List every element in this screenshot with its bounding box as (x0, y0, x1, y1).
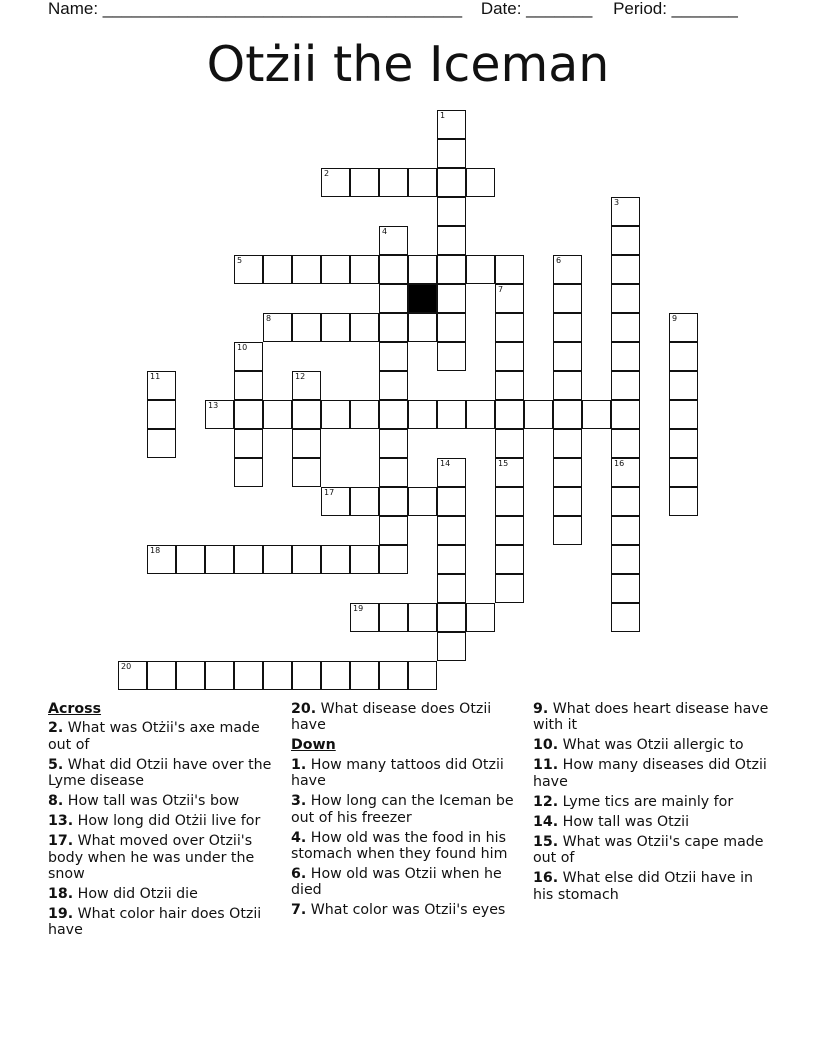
grid-cell[interactable] (379, 371, 408, 400)
grid-cell[interactable] (234, 400, 263, 429)
grid-cell[interactable] (611, 487, 640, 516)
grid-cell[interactable] (350, 545, 379, 574)
grid-cell[interactable] (466, 255, 495, 284)
grid-cell[interactable] (437, 168, 466, 197)
grid-cell[interactable] (553, 516, 582, 545)
grid-cell[interactable] (437, 284, 466, 313)
across-clue: 5. What did Otzii have over the Lyme disease (48, 756, 272, 790)
down-clue: 7. What color was Otzii's eyes (291, 902, 506, 919)
clue-number: 15 (498, 459, 509, 468)
grid-cell[interactable] (292, 371, 321, 400)
grid-cell[interactable] (437, 197, 466, 226)
grid-cell[interactable] (292, 661, 321, 690)
grid-cell[interactable] (379, 429, 408, 458)
clue-number: 17 (324, 488, 335, 497)
grid-cell[interactable] (176, 545, 205, 574)
across-clue: 18. How did Otzii die (48, 886, 198, 903)
grid-cell[interactable] (379, 487, 408, 516)
grid-cell[interactable] (321, 545, 350, 574)
clue-number: 3 (614, 198, 620, 207)
grid-cell[interactable] (611, 400, 640, 429)
grid-cell[interactable] (495, 371, 524, 400)
grid-cell[interactable] (379, 603, 408, 632)
grid-cell[interactable] (495, 284, 524, 313)
grid-cell[interactable] (408, 313, 437, 342)
grid-cell[interactable] (379, 168, 408, 197)
grid-cell[interactable] (147, 400, 176, 429)
across-clue: 19. What color hair does Otzii have (48, 906, 262, 939)
grid-cell[interactable] (147, 429, 176, 458)
grid-cell[interactable] (437, 545, 466, 574)
grid-cell[interactable] (437, 226, 466, 255)
grid-cell[interactable] (466, 400, 495, 429)
grid-cell[interactable] (437, 110, 466, 139)
grid-cell[interactable] (147, 661, 176, 690)
grid-cell[interactable] (350, 661, 379, 690)
clue-number: 20 (121, 662, 132, 671)
grid-cell[interactable] (553, 313, 582, 342)
clue-number: 16 (614, 459, 625, 468)
grid-cell[interactable] (669, 487, 698, 516)
grid-cell[interactable] (408, 400, 437, 429)
grid-cell[interactable] (669, 342, 698, 371)
down-clue: 3. How long can the Iceman be out of his freezer (291, 793, 514, 826)
clue-number: 6 (556, 256, 562, 265)
grid-cell[interactable] (379, 400, 408, 429)
grid-cell[interactable] (669, 458, 698, 487)
grid-cell[interactable] (147, 371, 176, 400)
grid-cell[interactable] (611, 284, 640, 313)
grid-cell[interactable] (437, 255, 466, 284)
grid-cell[interactable] (611, 255, 640, 284)
grid-cell[interactable] (321, 168, 350, 197)
grid-cell[interactable] (292, 400, 321, 429)
across-column (48, 701, 280, 942)
grid-cell[interactable] (524, 400, 553, 429)
clue-number: 2 (324, 169, 330, 178)
grid-cell[interactable] (205, 400, 234, 429)
grid-cell[interactable] (437, 516, 466, 545)
grid-cell[interactable] (669, 371, 698, 400)
grid-cell[interactable] (292, 255, 321, 284)
page-title: Otżii the Iceman (206, 36, 610, 93)
grid-cell[interactable] (611, 313, 640, 342)
clue-number: 4 (382, 227, 388, 236)
grid-cell[interactable] (234, 458, 263, 487)
grid-cell[interactable] (495, 458, 524, 487)
down-clue: 14. How tall was Otzii (533, 813, 690, 830)
grid-cell[interactable] (292, 458, 321, 487)
grid-cell[interactable] (321, 487, 350, 516)
grid-cell[interactable] (437, 400, 466, 429)
grid-cell[interactable] (611, 603, 640, 632)
grid-cell[interactable] (495, 487, 524, 516)
grid-cell[interactable] (611, 458, 640, 487)
grid-cell[interactable] (437, 342, 466, 371)
grid-cell[interactable] (263, 661, 292, 690)
down-clue: 11. How many diseases did Otzii have (533, 757, 767, 790)
grid-cell[interactable] (437, 574, 466, 603)
grid-cell[interactable] (205, 545, 234, 574)
grid-cell[interactable] (408, 168, 437, 197)
down-clue: 10. What was Otzii allergic to (533, 737, 744, 754)
grid-cell[interactable] (176, 661, 205, 690)
grid-cell[interactable] (292, 313, 321, 342)
grid-cell[interactable] (263, 255, 292, 284)
grid-cell[interactable] (611, 545, 640, 574)
grid-cell[interactable] (553, 429, 582, 458)
down-clue: 12. Lyme tics are mainly for (533, 793, 734, 810)
black-square (408, 284, 437, 313)
grid-cell[interactable] (379, 226, 408, 255)
across-heading: Across (48, 701, 102, 717)
down-column (533, 701, 769, 907)
clue-number: 12 (295, 372, 306, 381)
grid-cell[interactable] (263, 313, 292, 342)
grid-cell[interactable] (379, 545, 408, 574)
period-field-label[interactable]: Period: _______ (613, 0, 738, 18)
grid-cell[interactable] (669, 400, 698, 429)
grid-cell[interactable] (408, 487, 437, 516)
grid-cell[interactable] (437, 487, 466, 516)
grid-cell[interactable] (611, 371, 640, 400)
grid-cell[interactable] (611, 574, 640, 603)
grid-cell[interactable] (379, 458, 408, 487)
grid-cell[interactable] (466, 603, 495, 632)
grid-cell[interactable] (611, 342, 640, 371)
grid-cell[interactable] (205, 661, 234, 690)
grid-cell[interactable] (321, 255, 350, 284)
name-field-label[interactable]: Name: ______________________________________ (48, 0, 463, 18)
clue-number: 11 (150, 372, 161, 381)
grid-cell[interactable] (292, 545, 321, 574)
grid-cell[interactable] (495, 516, 524, 545)
clue-number: 8 (266, 314, 272, 323)
grid-cell[interactable] (611, 429, 640, 458)
grid-cell[interactable] (437, 632, 466, 661)
grid-cell[interactable] (147, 545, 176, 574)
grid-cell[interactable] (553, 458, 582, 487)
grid-cell[interactable] (379, 661, 408, 690)
grid-cell[interactable] (263, 545, 292, 574)
clue-number: 1 (440, 111, 446, 120)
grid-cell[interactable] (466, 168, 495, 197)
grid-cell[interactable] (379, 516, 408, 545)
down-clue: 4. How old was the food in his stomach when they found him (291, 829, 508, 863)
grid-cell[interactable] (611, 226, 640, 255)
grid-cell[interactable] (437, 603, 466, 632)
grid-cell[interactable] (234, 371, 263, 400)
grid-cell[interactable] (321, 313, 350, 342)
grid-cell[interactable] (437, 139, 466, 168)
grid-cell[interactable] (350, 255, 379, 284)
grid-cell[interactable] (408, 255, 437, 284)
grid-cell[interactable] (408, 661, 437, 690)
grid-cell[interactable] (495, 429, 524, 458)
grid-cell[interactable] (437, 313, 466, 342)
across-clue: 13. How long did Otżii live for (48, 813, 261, 830)
grid-cell[interactable] (553, 255, 582, 284)
grid-cell[interactable] (234, 545, 263, 574)
clue-number: 13 (208, 401, 219, 410)
grid-cell[interactable] (350, 487, 379, 516)
clue-number: 7 (498, 285, 504, 294)
clue-number: 10 (237, 343, 248, 352)
down-clue: 16. What else did Otzii have in his stomach (533, 870, 754, 903)
clue-number: 9 (672, 314, 678, 323)
across-clue: 2. What was Otżii's axe made out of (48, 720, 260, 753)
grid-cell[interactable] (234, 661, 263, 690)
grid-cell[interactable] (350, 400, 379, 429)
grid-cell[interactable] (553, 487, 582, 516)
grid-cell[interactable] (495, 342, 524, 371)
grid-cell[interactable] (350, 313, 379, 342)
grid-cell[interactable] (234, 255, 263, 284)
grid-cell[interactable] (379, 255, 408, 284)
grid-cell[interactable] (669, 313, 698, 342)
grid-cell[interactable] (611, 197, 640, 226)
down-clue: 1. How many tattoos did Otzii have (291, 756, 504, 790)
down-clue: 9. What does heart disease have with it (533, 701, 769, 734)
down-clue: 15. What was Otzii's cape made out of (533, 833, 764, 867)
grid-cell[interactable] (118, 661, 147, 690)
grid-cell[interactable] (350, 168, 379, 197)
grid-cell[interactable] (408, 603, 437, 632)
clue-number: 18 (150, 546, 161, 555)
grid-cell[interactable] (379, 313, 408, 342)
across-clue: 17. What moved over Otzii's body when he was under the snow (48, 833, 255, 883)
grid-cell[interactable] (553, 400, 582, 429)
grid-cell[interactable] (582, 400, 611, 429)
grid-cell[interactable] (495, 400, 524, 429)
grid-cell[interactable] (611, 516, 640, 545)
date-field-label[interactable]: Date: _______ (480, 0, 593, 18)
grid-cell[interactable] (553, 284, 582, 313)
clue-number: 14 (440, 459, 451, 468)
grid-cell[interactable] (379, 342, 408, 371)
across-clue: 8. How tall was Otzii's bow (48, 793, 240, 810)
grid-cell[interactable] (495, 545, 524, 574)
grid-cell[interactable] (292, 429, 321, 458)
down-heading: Down (291, 737, 336, 754)
grid-cell[interactable] (669, 429, 698, 458)
grid-cell[interactable] (234, 429, 263, 458)
middle-column (291, 701, 519, 922)
grid-cell[interactable] (495, 313, 524, 342)
clue-number: 5 (237, 256, 243, 265)
grid-cell[interactable] (495, 574, 524, 603)
grid-cell[interactable] (379, 284, 408, 313)
grid-cell[interactable] (263, 400, 292, 429)
grid-cell[interactable] (234, 342, 263, 371)
grid-cell[interactable] (553, 342, 582, 371)
grid-cell[interactable] (321, 400, 350, 429)
clue-number: 19 (353, 604, 364, 613)
down-clue: 6. How old was Otzii when he died (291, 866, 502, 899)
grid-cell[interactable] (495, 255, 524, 284)
grid-cell[interactable] (321, 661, 350, 690)
grid-cell[interactable] (553, 371, 582, 400)
grid-cell[interactable] (437, 458, 466, 487)
across-clue: 20. What disease does Otzii have (291, 701, 492, 734)
grid-cell[interactable] (350, 603, 379, 632)
